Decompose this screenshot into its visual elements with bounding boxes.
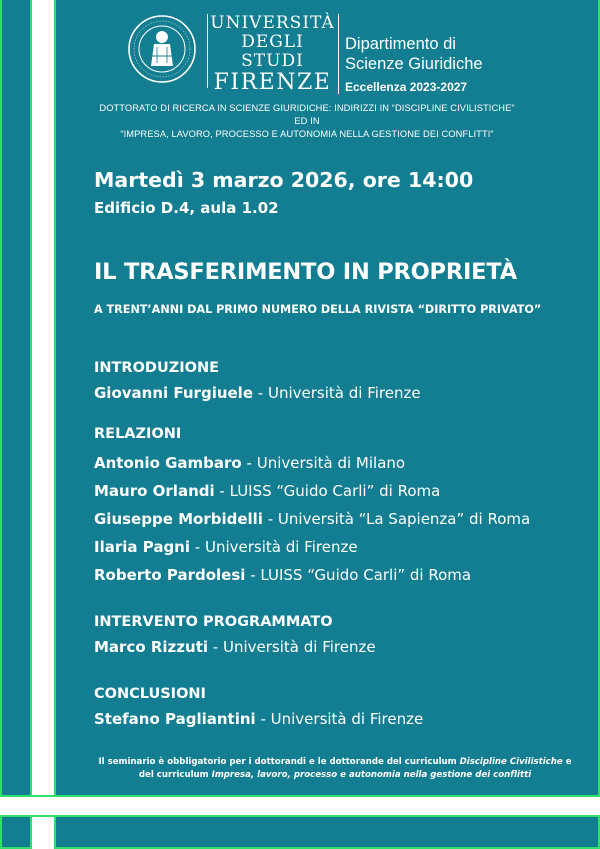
- speaker-affiliation: Università di Firenze: [267, 384, 421, 402]
- note-text: e: [562, 757, 572, 767]
- speaker-separator: -: [212, 638, 223, 656]
- doctorate-line-2: “IMPRESA, LAVORO, PROCESSO E AUTONOMIA NELLA GESTIONE DEI CONFLITTI”: [120, 129, 494, 139]
- speaker-row: [94, 384, 421, 402]
- speaker-affiliation: Università di Firenze: [270, 710, 424, 728]
- speaker-row: [94, 566, 471, 584]
- speaker-row: [94, 538, 358, 556]
- speaker-row: [94, 710, 423, 728]
- note-line-1: [90, 756, 580, 769]
- speaker-row: [94, 454, 405, 472]
- speaker-affiliation: Università di Milano: [256, 454, 406, 472]
- speaker-name: Ilaria Pagni: [94, 538, 190, 556]
- speaker-separator: -: [260, 710, 271, 728]
- department-line-2: Scienze Giuridiche: [345, 55, 483, 73]
- event-place: Edificio D.4, aula 1.02: [94, 199, 279, 217]
- section-heading-relazioni: RELAZIONI: [94, 426, 182, 442]
- event-date: Martedì 3 marzo 2026, ore 14:00: [94, 168, 474, 192]
- speaker-separator: -: [219, 482, 230, 500]
- speaker-separator: -: [257, 384, 268, 402]
- frame-left-line: [0, 0, 2, 849]
- university-name: [210, 14, 335, 95]
- speaker-separator: -: [194, 538, 205, 556]
- speaker-name: Roberto Pardolesi: [94, 566, 246, 584]
- speaker-separator: -: [267, 510, 278, 528]
- speaker-affiliation: Università “La Sapienza” di Roma: [277, 510, 531, 528]
- doctorate-line-1: DOTTORATO DI RICERCA IN SCIENZE GIURIDICHE: INDIRIZZI IN “DISCIPLINE CIVILISTICHE” ED IN: [99, 103, 515, 126]
- speaker-name: Stefano Pagliantini: [94, 710, 256, 728]
- excellence-label: Eccellenza 2023-2027: [345, 80, 468, 94]
- note-text: del curriculum: [138, 770, 212, 780]
- university-line-3: FIRENZE: [213, 70, 332, 95]
- university-line-2: DEGLI STUDI: [241, 32, 304, 71]
- horizontal-band: [0, 795, 600, 817]
- speaker-row: [94, 482, 440, 500]
- speaker-affiliation: Università di Firenze: [222, 638, 376, 656]
- speaker-row: [94, 510, 530, 528]
- vertical-band: [30, 0, 56, 849]
- speaker-affiliation: LUISS “Guido Carli” di Roma: [229, 482, 441, 500]
- section-heading-intervento: INTERVENTO PROGRAMMATO: [94, 614, 333, 630]
- event-title: IL TRASFERIMENTO IN PROPRIETÀ: [94, 259, 517, 285]
- speaker-name: Giovanni Furgiuele: [94, 384, 254, 402]
- department-name: [345, 34, 483, 74]
- doctorate-info: [92, 102, 522, 141]
- university-line-1: UNIVERSITÀ: [210, 13, 335, 33]
- header-divider: [338, 14, 339, 94]
- speaker-affiliation: Università di Firenze: [204, 538, 358, 556]
- section-heading-conclusioni: CONCLUSIONI: [94, 686, 206, 702]
- header-divider: [207, 14, 208, 88]
- section-heading-introduzione: INTRODUZIONE: [94, 360, 219, 376]
- event-subtitle: A TRENT’ANNI DAL PRIMO NUMERO DELLA RIVISTA “DIRITTO PRIVATO”: [94, 303, 542, 316]
- university-seal-icon: [127, 14, 197, 84]
- speaker-name: Antonio Gambaro: [94, 454, 242, 472]
- seminar-note: [90, 756, 580, 782]
- speaker-name: Giuseppe Morbidelli: [94, 510, 263, 528]
- speaker-row: [94, 638, 376, 656]
- department-line-1: Dipartimento di: [345, 35, 456, 53]
- speaker-affiliation: LUISS “Guido Carli” di Roma: [260, 566, 472, 584]
- note-curriculum-1: Discipline Civilistiche: [459, 757, 563, 767]
- speaker-separator: -: [246, 454, 257, 472]
- note-text: Il seminario è obbligatorio per i dottorandi e le dottorande del curriculum: [98, 757, 460, 767]
- speaker-name: Marco Rizzuti: [94, 638, 209, 656]
- note-curriculum-2: Impresa, lavoro, processo e autonomia nella gestione dei conflitti: [211, 770, 532, 780]
- speaker-name: Mauro Orlandi: [94, 482, 215, 500]
- note-line-2: [90, 769, 580, 782]
- speaker-separator: -: [250, 566, 261, 584]
